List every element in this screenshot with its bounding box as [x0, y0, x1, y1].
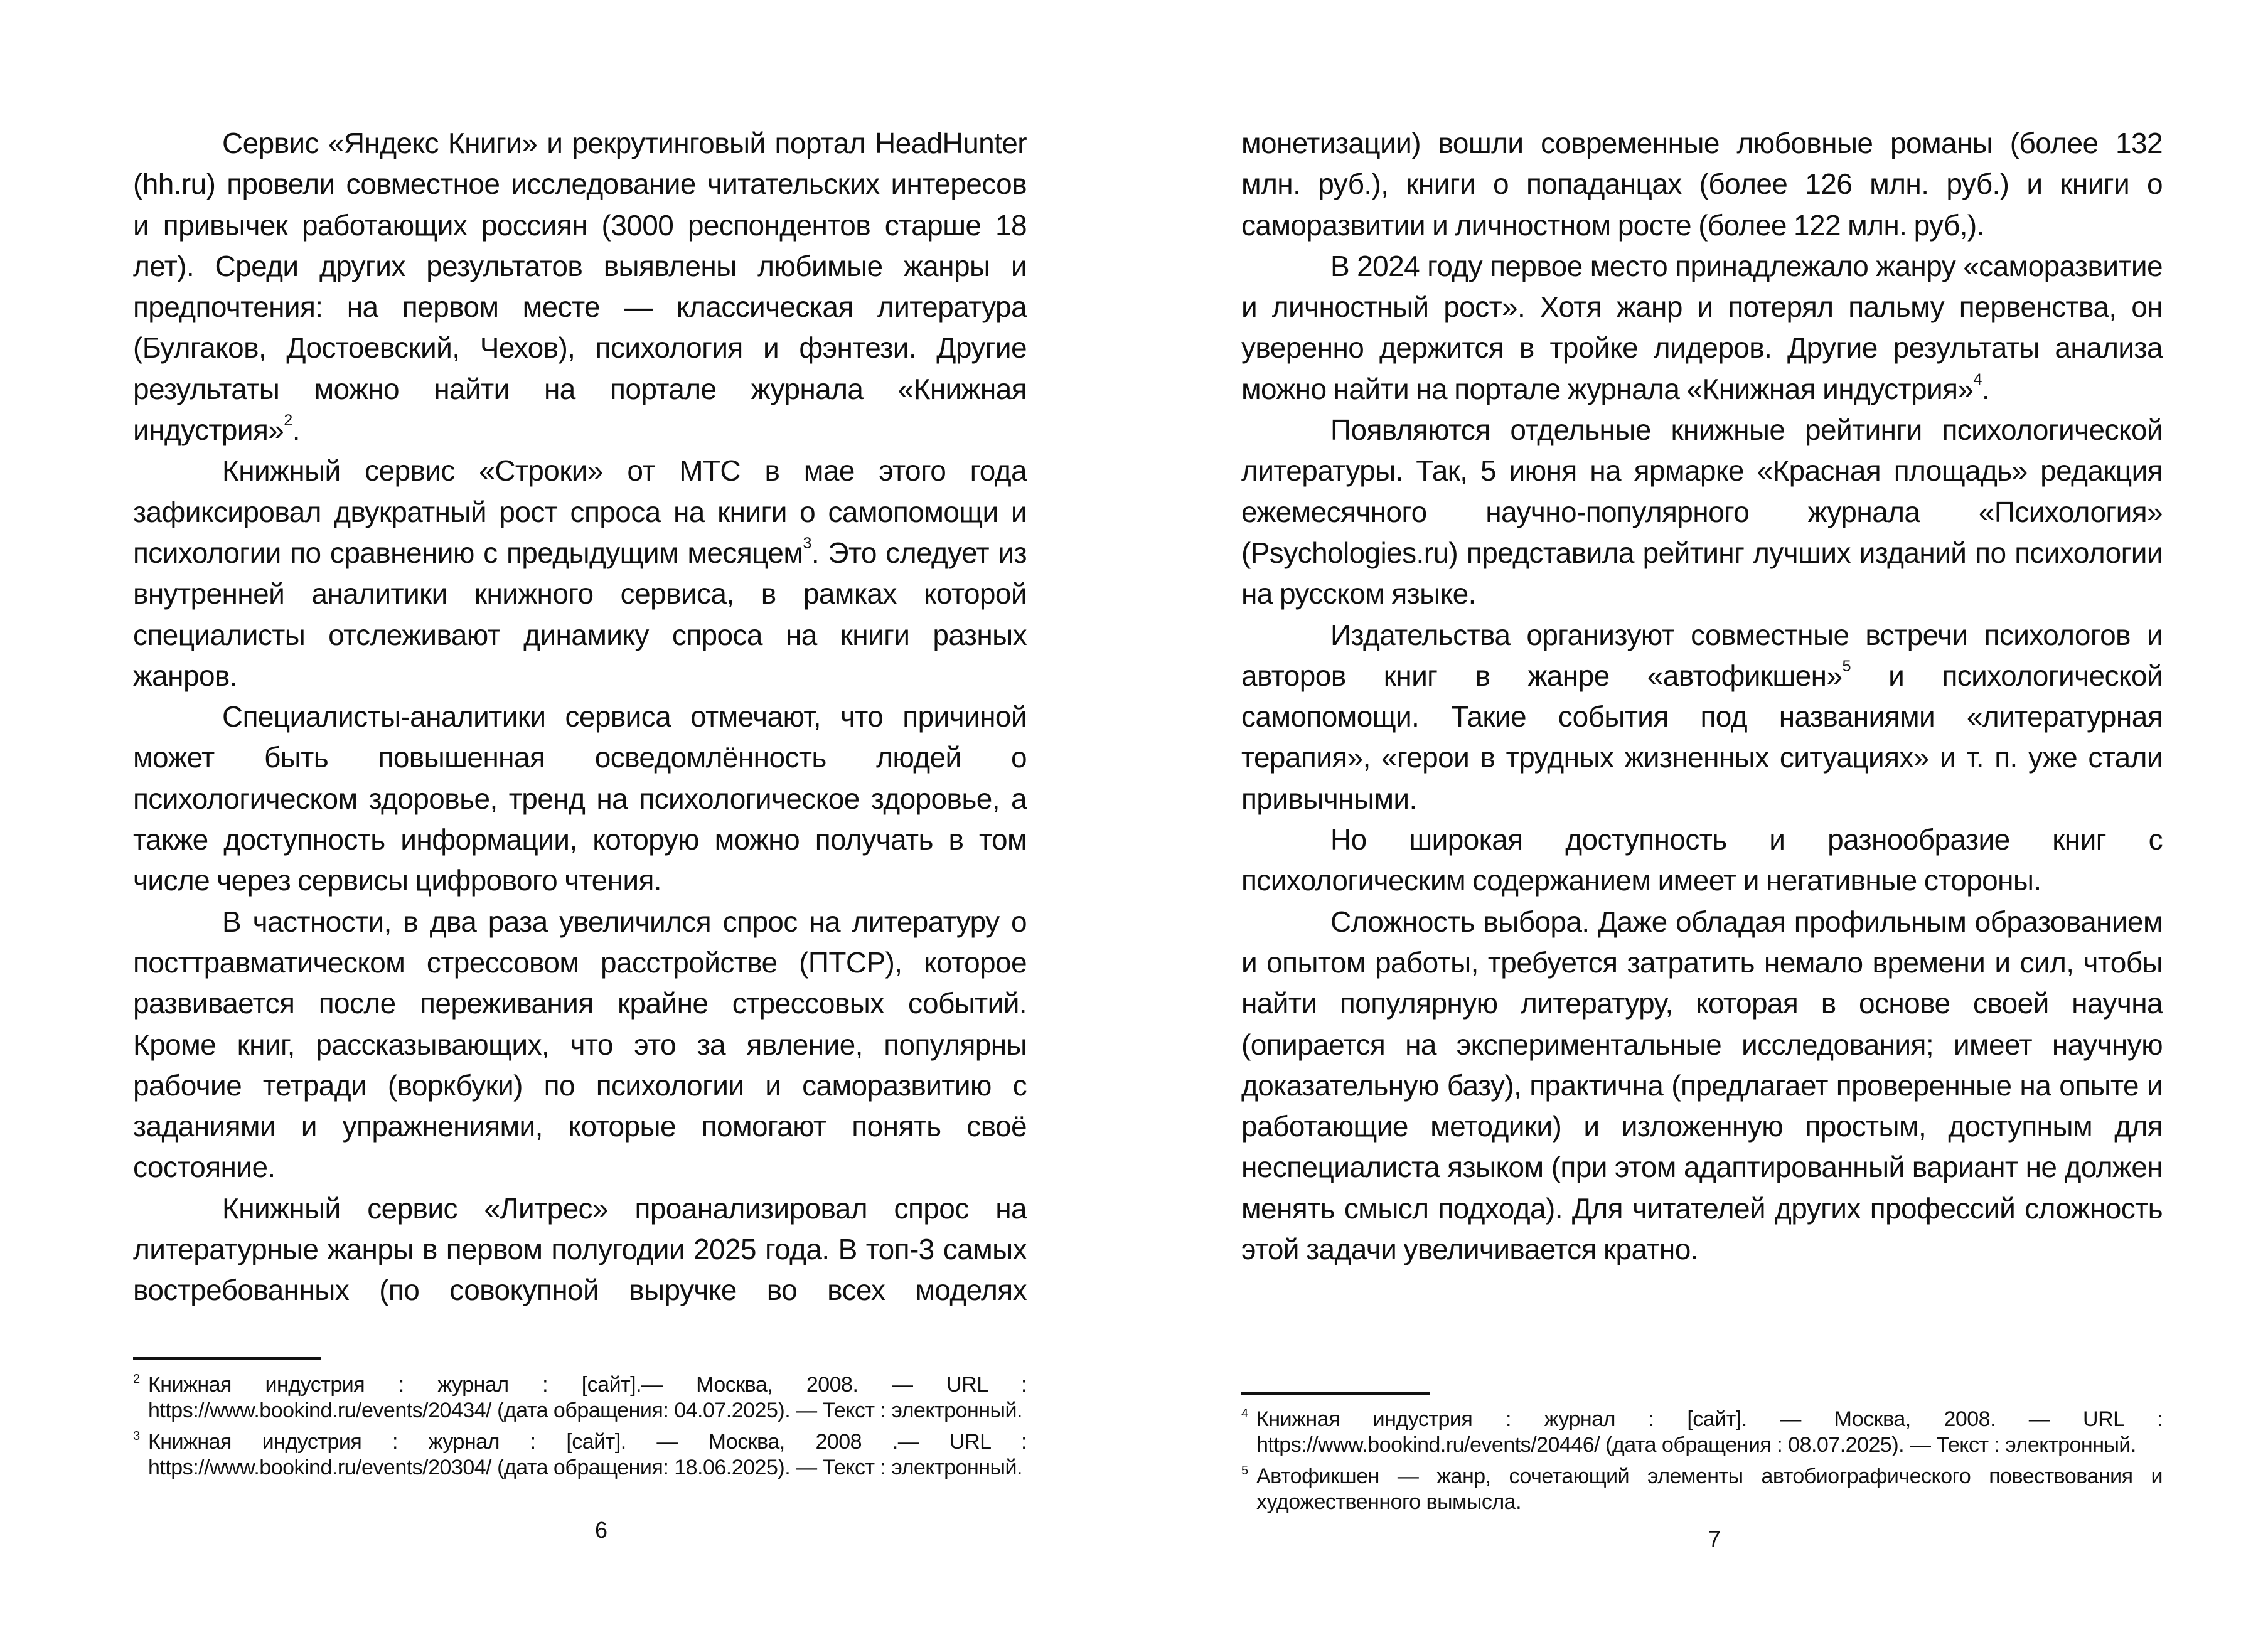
paragraph-text: Книжный сервис «Строки» от МТС в мае этого года зафиксировал двукратный рост спроса на книги о самопомощи и психологии по сравнению с предыдущим месяцем	[133, 454, 1027, 569]
footnote	[1241, 1401, 2163, 1458]
page-number: 6	[595, 1517, 608, 1543]
footnote-ref[interactable]: 2	[284, 412, 292, 430]
paragraph	[1241, 819, 2163, 902]
paragraph-text: Сервис «Яндекс Книги» и рекрутинговый портал HeadHunter (hh.ru) провели совместное исследование читательских интересов и привычек работающих россиян (3000 респондентов старше 18 лет). Среди других результатов выявлены любимые жанры и предпочтения: на первом месте — классическая литература (Булгаков, Достоевский, Чехов), психология и фэнтези. Другие результаты можно найти на портале журнала «Книжная индустрия»	[133, 127, 1027, 447]
paragraph-tail: .	[292, 413, 300, 447]
footnote-number: 3	[133, 1429, 140, 1443]
paragraph-text: Специалисты-аналитики сервиса отмечают, что причиной может быть повышенная осведомлённость людей о психологическом здоровье, тренд на психологическое здоровье, а также доступность информации, которую можно получать в том числе через сервисы цифрового чтения.	[133, 700, 1027, 897]
footnote-text: Книжная индустрия : журнал : [сайт]. — Москва, 2008. — URL : https://www.bookind.ru/events/20446/ (дата обращения : 08.07.2025). — Текст : электронный.	[1256, 1407, 2163, 1457]
paragraph-text: Но широкая доступность и разнообразие книг с психологическим содержанием имеет и негативные стороны.	[1241, 823, 2163, 897]
footnote	[1241, 1458, 2163, 1515]
paragraph-text: Сложность выбора. Даже обладая профильным образованием и опытом работы, требуется затратить немало времени и сил, чтобы найти популярную литературу, которая в основе своей научна (опирается на экспериментальные исследования; имеет научную доказательную базу), практична (предлагает проверенные на опыте и работающие методики) и изложенную простым, доступным для неспециалиста языком (при этом адаптированный вариант не должен менять смысл подхода). Для читателей других профессий сложность этой задачи увеличивается кратно.	[1241, 905, 2163, 1266]
paragraph	[1241, 123, 2163, 246]
paragraph-text: монетизации) вошли современные любовные романы (более 132 млн. руб.), книги о попаданцах (более 126 млн. руб.) и книги о саморазвитии и личностном росте (более 122 млн. руб,).	[1241, 127, 2163, 242]
footnote-separator	[133, 1357, 321, 1360]
footnotes	[133, 1366, 1027, 1481]
footnote-ref[interactable]: 5	[1842, 658, 1851, 676]
paragraph	[133, 450, 1027, 696]
paragraph-text: Появляются отдельные книжные рейтинги психологической литературы. Так, 5 июня на ярмарке «Красная площадь» редакция ежемесячного научно-популярного журнала «Психология» (Psychologies.ru) представила рейтинг лучших изданий по психологии на русском языке.	[1241, 413, 2163, 610]
footnote-number: 5	[1241, 1464, 1248, 1478]
footnote-number: 2	[133, 1372, 140, 1386]
paragraph	[133, 1188, 1027, 1311]
paragraph	[133, 696, 1027, 901]
footnote-number: 4	[1241, 1407, 1248, 1420]
paragraph-text: Книжный сервис «Литрес» проанализировал спрос на литературные жанры в первом полугодии 2025 года. В топ-3 самых востребованных (по совокупной выручке во всех моделях	[133, 1191, 1027, 1307]
left-page-body	[133, 123, 1027, 1311]
paragraph	[1241, 615, 2163, 819]
footnote-text: Книжная индустрия : журнал : [сайт]. — Москва, 2008 .— URL : https://www.bookind.ru/events/20304/ (дата обращения: 18.06.2025). — Текст : электронный.	[148, 1430, 1027, 1479]
footnote-ref[interactable]: 3	[803, 535, 811, 553]
footnotes	[1241, 1401, 2163, 1515]
paragraph-tail: .	[1981, 372, 1990, 405]
paragraph	[1241, 246, 2163, 410]
footnote	[133, 1424, 1027, 1481]
paragraph-text: В частности, в два раза увеличился спрос на литературу о посттравматическом стрессовом расстройстве (ПТСР), которое развивается после переживания крайне стрессовых событий. Кроме книг, рассказывающих, что это за явление, популярны рабочие тетради (воркбуки) по психологии и саморазвитию с заданиями и упражнениями, которые помогают понять своё состояние.	[133, 905, 1027, 1184]
footnote-text: Автофикшен — жанр, сочетающий элементы автобиографического повествования и художественного вымысла.	[1256, 1464, 2163, 1514]
paragraph-text: Издательства организуют совместные встречи психологов и авторов книг в жанре «автофикшен»	[1241, 618, 2163, 692]
paragraph-tail: и психологической самопомощи. Такие события под названиями «литературная терапия», «герои в трудных жизненных ситуациях» и т. п. уже стали привычными.	[1241, 659, 2163, 815]
paragraph	[1241, 902, 2163, 1270]
paragraph	[133, 123, 1027, 450]
paragraph	[133, 902, 1027, 1188]
footnote-ref[interactable]: 4	[1973, 371, 1982, 389]
paragraph	[1241, 410, 2163, 614]
paragraph-tail: . Это следует из внутренней аналитики книжного сервиса, в рамках которой специалисты отслеживают динамику спроса на книги разных жанров.	[133, 536, 1027, 692]
footnote	[133, 1366, 1027, 1424]
footnote-separator	[1241, 1392, 1430, 1395]
paragraph-text: В 2024 году первое место принадлежало жанру «саморазвитие и личностный рост». Хотя жанр и потерял пальму первенства, он уверенно держится в тройке лидеров. Другие результаты анализа можно найти на портале журнала «Книжная индустрия»	[1241, 249, 2163, 405]
page-number: 7	[1708, 1526, 1721, 1552]
footnote-text: Книжная индустрия : журнал : [сайт].— Москва, 2008. — URL : https://www.bookind.ru/events/20434/ (дата обращения: 04.07.2025). — Текст : электронный.	[148, 1373, 1027, 1422]
right-page-body	[1241, 123, 2163, 1270]
